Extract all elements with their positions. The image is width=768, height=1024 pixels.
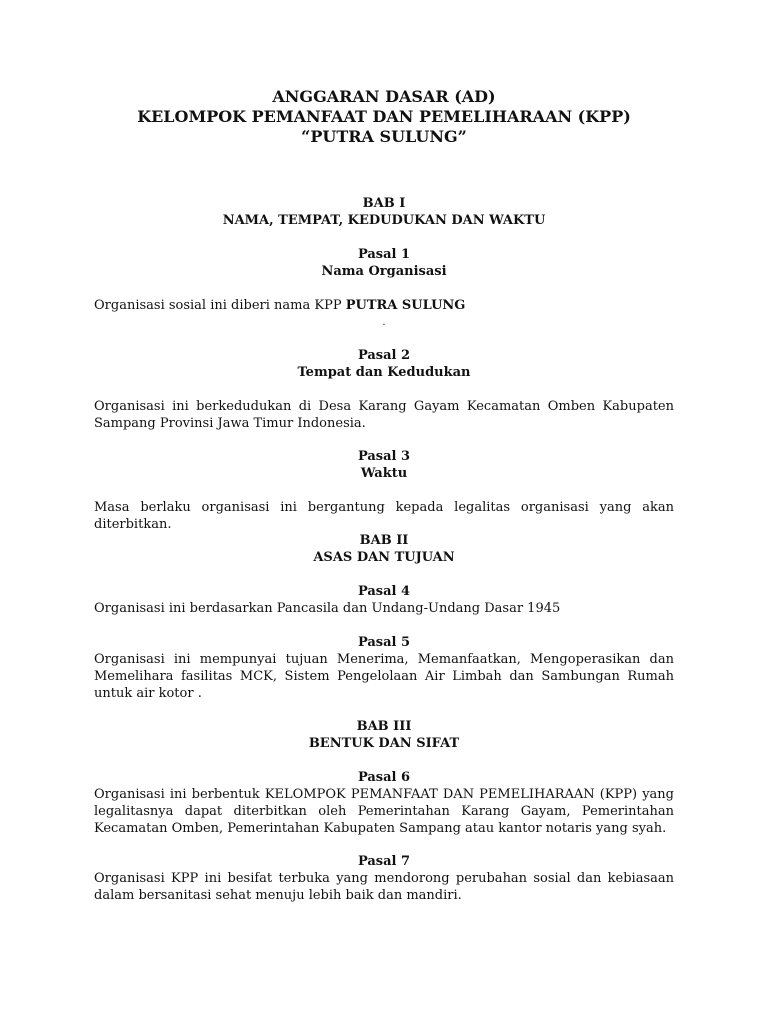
bab2-label: BAB II bbox=[359, 533, 409, 548]
pasal2-label: Pasal 2 bbox=[357, 348, 411, 363]
bab3-label: BAB III bbox=[356, 719, 412, 734]
pasal5-label: Pasal 5 bbox=[357, 635, 411, 650]
pasal4-label: Pasal 4 bbox=[357, 584, 411, 599]
document-title-line2: KELOMPOK PEMANFAAT DAN PEMELIHARAAN (KPP) bbox=[137, 107, 631, 126]
pasal1-label: Pasal 1 bbox=[357, 247, 411, 262]
pasal2-text: Organisasi ini berkedudukan di Desa Karang Gayam Kecamatan Omben Kabupaten Sampang Provinsi Jawa Timur Indonesia. bbox=[94, 399, 674, 431]
pasal7-label: Pasal 7 bbox=[357, 854, 411, 869]
pasal1-dot: . bbox=[382, 317, 386, 328]
pasal7-text: Organisasi KPP ini besifat terbuka yang mendorong perubahan sosial dan kebiasaan dalam bersanitasi sehat menuju lebih baik dan mandiri. bbox=[94, 871, 674, 903]
pasal6-text: Organisasi ini berbentuk KELOMPOK PEMANFAAT DAN PEMELIHARAAN (KPP) yang legalitasnya dapat diterbitkan oleh Pemerintahan Karang Gayam, Pemerintahan Kecamatan Omben, Pemerintahan Kabupaten Sampang atau kantor notaris yang syah. bbox=[94, 787, 674, 836]
organization-name: PUTRA SULUNG bbox=[345, 298, 466, 313]
pasal3-label: Pasal 3 bbox=[357, 449, 411, 464]
bab1-title: NAMA, TEMPAT, KEDUDUKAN DAN WAKTU bbox=[222, 213, 546, 228]
pasal1-title: Nama Organisasi bbox=[321, 264, 447, 279]
document-title-line1: ANGGARAN DASAR (AD) bbox=[272, 87, 496, 106]
bab1-label: BAB I bbox=[362, 196, 406, 211]
bab2-title: ASAS DAN TUJUAN bbox=[313, 550, 455, 565]
bab3-title: BENTUK DAN SIFAT bbox=[308, 736, 460, 751]
pasal5-text: Organisasi ini mempunyai tujuan Menerima, Memanfaatkan, Mengoperasikan dan Memelihara fasilitas MCK, Sistem Pengelolaan Air Limbah dan Sambungan Rumah untuk air kotor . bbox=[94, 652, 674, 701]
pasal1-text-main: Organisasi sosial ini diberi nama KPP bbox=[94, 298, 346, 313]
pasal2-title: Tempat dan Kedudukan bbox=[297, 365, 471, 380]
document-page bbox=[94, 0, 674, 1024]
pasal6-label: Pasal 6 bbox=[357, 770, 411, 785]
pasal3-text: Masa berlaku organisasi ini bergantung kepada legalitas organisasi yang akan diterbitkan. bbox=[94, 500, 674, 532]
document-title-line3: “PUTRA SULUNG” bbox=[301, 127, 467, 146]
pasal3-title: Waktu bbox=[360, 466, 408, 481]
pasal1-text bbox=[94, 297, 674, 314]
pasal4-text: Organisasi ini berdasarkan Pancasila dan Undang-Undang Dasar 1945 bbox=[94, 601, 561, 616]
